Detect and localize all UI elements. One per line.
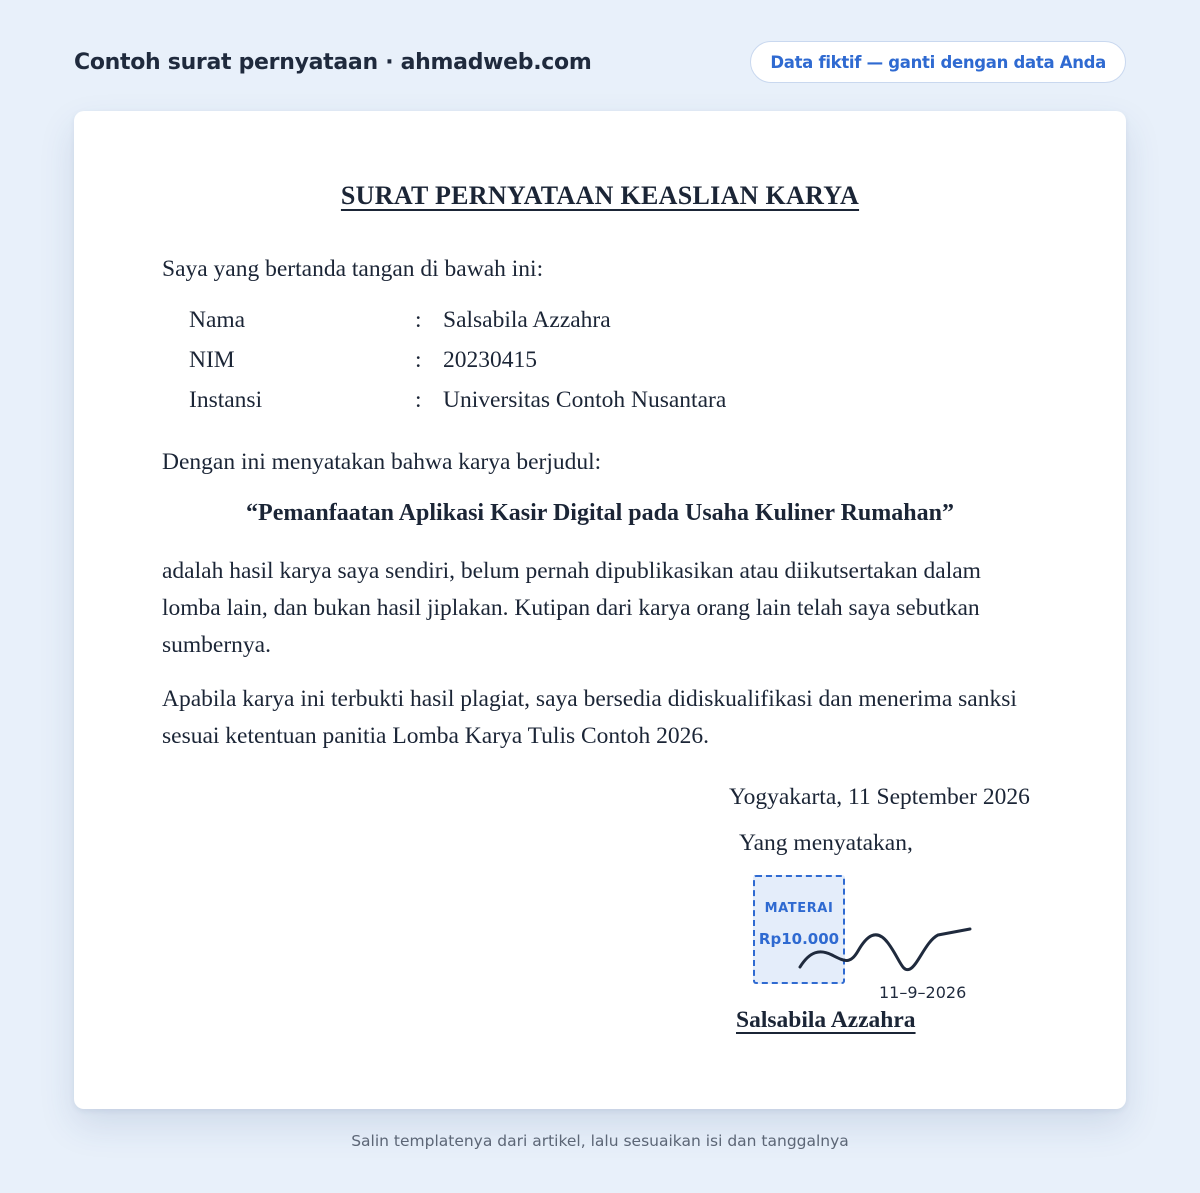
- originality-paragraph: adalah hasil karya saya sendiri, belum pernah dipublikasikan atau diikutsertakan dalam lomba lain, dan bukan hasil jiplakan. Kutipan dari karya orang lain telah saya sebutkan sumbernya.: [162, 558, 981, 658]
- field-label: NIM: [189, 347, 235, 373]
- field-separator: :: [415, 387, 422, 413]
- place-date: Yogyakarta, 11 September 2026: [729, 784, 1030, 810]
- site-title: Contoh surat pernyataan · ahmadweb.com: [74, 49, 592, 75]
- field-label: Nama: [189, 307, 246, 333]
- field-label: Instansi: [189, 387, 263, 413]
- declaration-intro: Dengan ini menyatakan bahwa karya berjudul:: [162, 449, 602, 475]
- footer-note: Salin templatenya dari artikel, lalu sesuaikan isi dan tanggalnya: [351, 1132, 849, 1150]
- field-value: Universitas Contoh Nusantara: [443, 387, 727, 413]
- letter-title-wrap: [74, 181, 1126, 211]
- dummy-data-badge: Data fiktif — ganti dengan data Anda: [750, 41, 1126, 83]
- stamp-label: MATERAI: [764, 901, 834, 916]
- letter-title: SURAT PERNYATAAN KEASLIAN KARYA: [340, 181, 860, 210]
- signature-scribble: [794, 921, 974, 981]
- field-value: 20230415: [443, 347, 537, 373]
- intro-text: Saya yang bertanda tangan di bawah ini:: [162, 256, 544, 282]
- stamp-amount: Rp10.000: [758, 930, 840, 948]
- work-title: “Pemanfaatan Aplikasi Kasir Digital pada Usaha Kuliner Rumahan”: [246, 500, 954, 526]
- sign-date: 11–9–2026: [879, 983, 967, 1002]
- field-separator: :: [415, 307, 422, 333]
- signer-name: Salsabila Azzahra: [736, 1007, 916, 1033]
- top-bar: [74, 40, 1126, 84]
- letter-card: [74, 111, 1126, 1109]
- closing-text: Yang menyatakan,: [739, 830, 913, 856]
- field-separator: :: [415, 347, 422, 373]
- field-value: Salsabila Azzahra: [443, 307, 611, 333]
- sanction-paragraph: Apabila karya ini terbukti hasil plagiat, saya bersedia didiskualifikasi dan menerima sanksi sesuai ketentuan panitia Lomba Karya Tulis Contoh 2026.: [162, 686, 1017, 749]
